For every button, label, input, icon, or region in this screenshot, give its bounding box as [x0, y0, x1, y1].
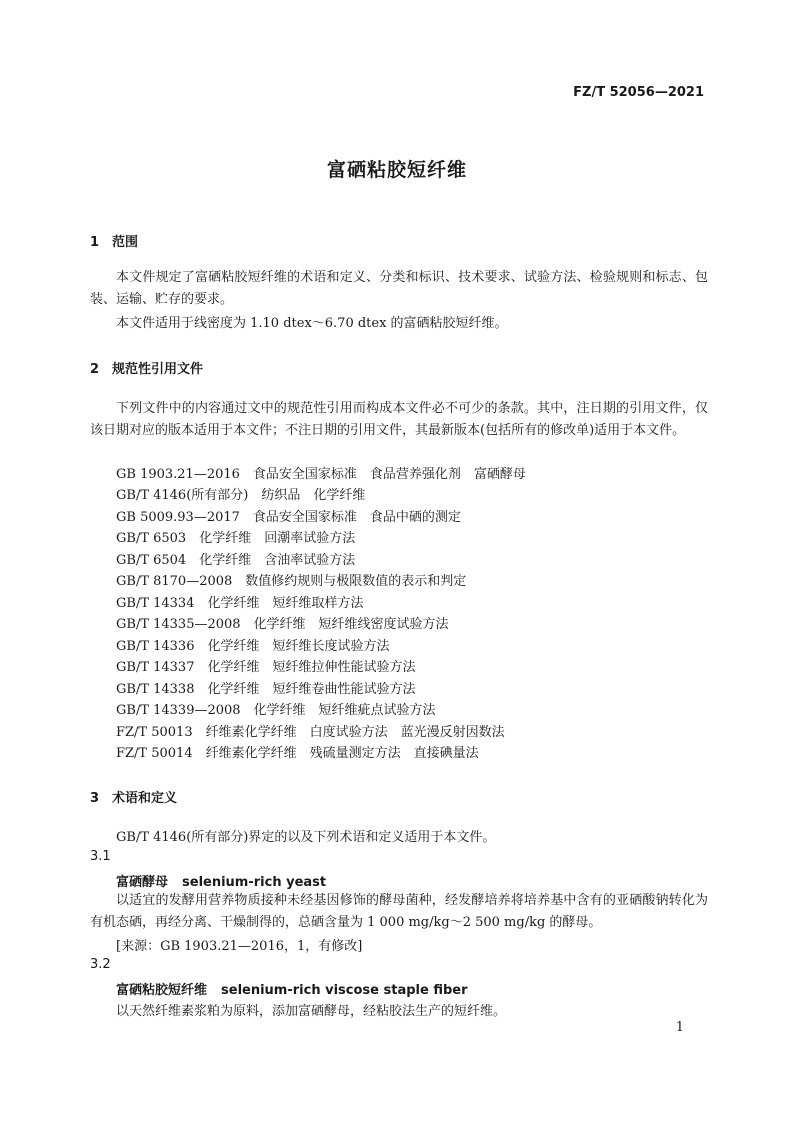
reference-item: GB/T 14337 化学纤维 短纤维拉伸性能试验方法 [116, 660, 416, 675]
section-1-number: 1 [90, 235, 100, 250]
reference-item: GB/T 6504 化学纤维 含油率试验方法 [116, 553, 356, 568]
section-2-title: 规范性引用文件 [112, 362, 204, 377]
reference-item: GB/T 4146(所有部分) 纺织品 化学纤维 [116, 488, 366, 503]
section-3-number: 3 [90, 791, 100, 806]
term-3-1-source: [来源：GB 1903.21—2016，1，有修改] [116, 939, 363, 954]
reference-item: GB/T 6503 化学纤维 回潮率试验方法 [116, 531, 356, 546]
section-2-heading [90, 358, 203, 377]
reference-item: GB/T 8170—2008 数值修约规则与极限数值的表示和判定 [116, 574, 467, 589]
reference-item: GB/T 14335—2008 化学纤维 短纤维线密度试验方法 [116, 617, 449, 632]
section-2-intro: 下列文件中的内容通过文中的规范性引用而构成本文件必不可少的条款。其中，注日期的引用文件，仅该日期对应的版本适用于本文件；不注日期的引用文件，其最新版本(包括所有的修改单)适用于本文件。 [90, 401, 708, 438]
term-3-1-definition: 以适宜的发酵用营养物质接种未经基因修饰的酵母菌种，经发酵培养将培养基中含有的亚硒酸钠转化为有机态硒，再经分离、干燥制得的，总硒含量为 1 000 mg/kg～2 500 mg/kg 的酵母。 [90, 893, 708, 930]
reference-item: GB 1903.21—2016 食品安全国家标准 食品营养强化剂 富硒酵母 [116, 467, 526, 482]
page-number: 1 [675, 1020, 684, 1035]
reference-item: FZ/T 50013 纤维素化学纤维 白度试验方法 蓝光漫反射因数法 [116, 725, 505, 740]
reference-item: FZ/T 50014 纤维素化学纤维 残硫量测定方法 直接碘量法 [116, 746, 479, 761]
section-1-heading [90, 231, 138, 250]
term-cn: 富硒粘胶短纤维 [116, 983, 208, 998]
term-selenium-rich-yeast [116, 871, 326, 890]
section-3-intro: GB/T 4146(所有部分)界定的以及下列术语和定义适用于本文件。 [116, 830, 496, 845]
reference-item: GB/T 14338 化学纤维 短纤维卷曲性能试验方法 [116, 682, 416, 697]
standard-code: FZ/T 52056—2021 [573, 85, 704, 100]
clause-3-2-number: 3.2 [90, 957, 111, 972]
section-1-para-1: 本文件规定了富硒粘胶短纤维的术语和定义、分类和标识、技术要求、试验方法、检验规则和标志、包装、运输、贮存的要求。 [90, 270, 708, 307]
term-en: selenium-rich yeast [182, 875, 327, 890]
term-3-2-definition: 以天然纤维素浆粕为原料，添加富硒酵母，经粘胶法生产的短纤维。 [116, 1004, 507, 1019]
term-cn: 富硒酵母 [116, 875, 169, 890]
clause-3-1-number: 3.1 [90, 849, 111, 864]
term-en: selenium-rich viscose staple fiber [221, 983, 468, 998]
section-3-heading [90, 787, 177, 806]
reference-item: GB/T 14336 化学纤维 短纤维长度试验方法 [116, 639, 390, 654]
document-title: 富硒粘胶短纤维 [326, 159, 467, 181]
section-3-title: 术语和定义 [112, 791, 178, 806]
section-1-title: 范围 [112, 235, 139, 250]
section-2-number: 2 [90, 362, 100, 377]
reference-item: GB/T 14339—2008 化学纤维 短纤维疵点试验方法 [116, 703, 436, 718]
reference-item: GB 5009.93—2017 食品安全国家标准 食品中硒的测定 [116, 510, 461, 525]
section-1-para-2: 本文件适用于线密度为 1.10 dtex～6.70 dtex 的富硒粘胶短纤维。 [116, 316, 508, 331]
term-selenium-rich-viscose-staple-fiber [116, 979, 468, 998]
reference-item: GB/T 14334 化学纤维 短纤维取样方法 [116, 596, 364, 611]
